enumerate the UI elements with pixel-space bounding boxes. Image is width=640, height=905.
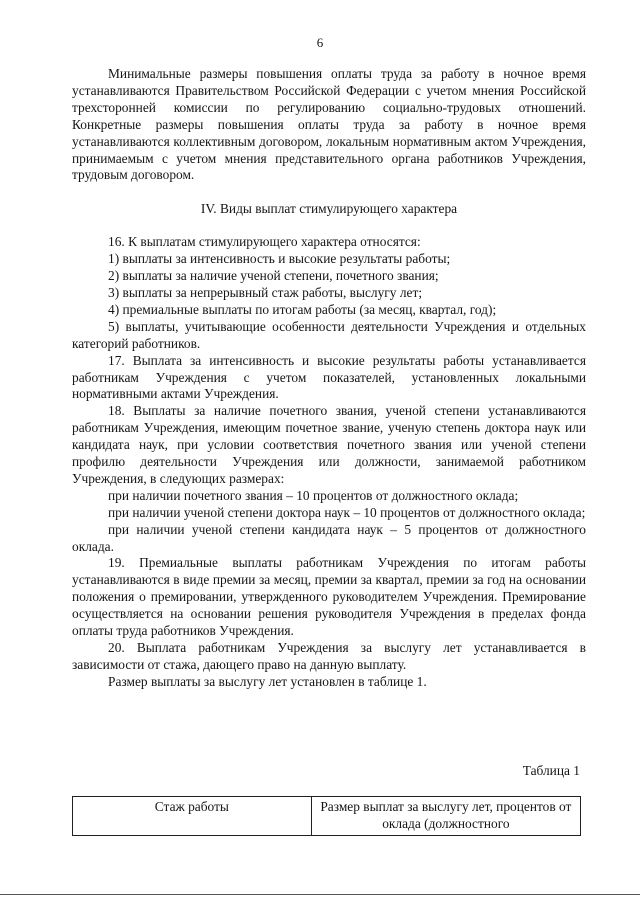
document-body <box>72 66 586 691</box>
table-header-cell: Стаж работы <box>73 797 312 836</box>
list-item: 1) выплаты за интенсивность и высокие результаты работы; <box>108 251 451 267</box>
seniority-table <box>72 796 581 836</box>
section-heading: IV. Виды выплат стимулирующего характера <box>200 201 458 217</box>
list-item: при наличии ученой степени кандидата наук – 5 процентов от должностного оклада. <box>72 521 586 554</box>
paragraph-night-pay: Минимальные размеры повышения оплаты труда за работу в ночное время устанавливаются Правительством Российской Федерации с учетом мнения Российской трехсторонней комиссии по регулированию социально-трудовых отношений. Конкретные размеры повышения оплаты труда за работу в ночное время устанавливаются коллективным договором, локальным нормативным актом Учреждения, принимаемым с учетом мнения представительного органа работников Учреждения, трудовым договором. <box>72 66 586 183</box>
page-number: 6 <box>316 35 324 50</box>
scan-edge-line <box>0 894 640 895</box>
list-item: 2) выплаты за наличие ученой степени, почетного звания; <box>108 268 439 284</box>
list-item: 4) премиальные выплаты по итогам работы (за месяц, квартал, год); <box>108 301 497 317</box>
paragraph-16: 16. К выплатам стимулирующего характера относятся: <box>108 234 421 250</box>
list-item: при наличии ученой степени доктора наук – 10 процентов от должностного оклада; <box>108 504 586 520</box>
paragraph-20: 20. Выплата работникам Учреждения за выслугу лет устанавливается в зависимости от стажа, дающего право на данную выплату. <box>72 640 586 672</box>
list-item: 5) выплаты, учитывающие особенности деятельности Учреждения и отдельных категорий работников. <box>72 318 586 351</box>
paragraph-table-reference: Размер выплаты за выслугу лет установлен в таблице 1. <box>108 673 427 689</box>
list-item: при наличии почетного звания – 10 процентов от должностного оклада; <box>108 487 519 503</box>
paragraph-19: 19. Премиальные выплаты работникам Учреждения по итогам работы устанавливаются в виде премии за месяц, премии за квартал, премии за год на основании положения о премировании, утвержденного руководителем Учреждения. Премирование осуществляется на основании решения руководителя Учреждения в пределах фонда оплаты труда работников Учреждения. <box>72 555 586 639</box>
paragraph-18: 18. Выплаты за наличие почетного звания, ученой степени устанавливаются работникам Учреждения, имеющим почетное звание, ученую степень доктора наук или кандидата наук, при условии соответствия почетного звания или ученой степени профилю деятельности Учреждения или должности, занимаемой работником Учреждения, в следующих размерах: <box>72 403 586 486</box>
list-item: 3) выплаты за непрерывный стаж работы, выслугу лет; <box>108 284 423 300</box>
table-header-row <box>73 797 581 836</box>
table-caption: Таблица 1 <box>522 763 580 778</box>
table-header-cell: Размер выплат за выслугу лет, процентов от оклада (должностного <box>311 797 580 836</box>
paragraph-17: 17. Выплата за интенсивность и высокие результаты работы устанавливается работникам Учреждения с учетом показателей, установленных локальными нормативными актами Учреждения. <box>72 352 586 402</box>
